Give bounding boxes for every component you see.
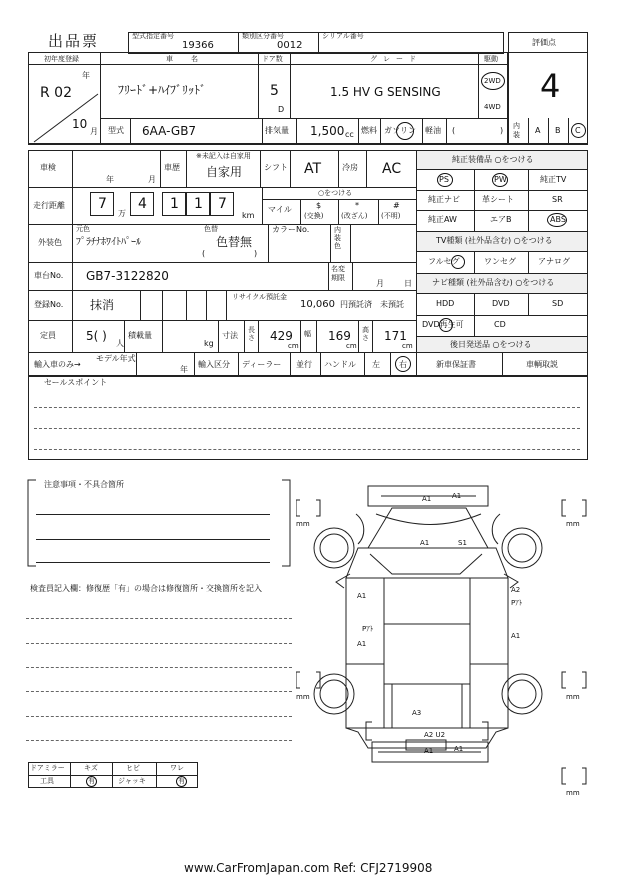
mm-rear-left: mm	[296, 693, 310, 701]
transfer-day: 日	[404, 279, 412, 288]
equip-leather: 革シート	[482, 195, 514, 204]
handle-right: 右	[399, 360, 407, 369]
fuel-gas: ガソリン	[384, 126, 416, 135]
shaken-year-unit: 年	[106, 175, 114, 184]
inspector-note: 検査員記入欄：修復歴「有」の場合は修復箇所・交換箇所を記入	[30, 584, 262, 593]
evaluation-label: 評価点	[532, 38, 556, 47]
mile-unknown: (不明)	[381, 212, 401, 220]
class-label: 類別区分番号	[242, 32, 284, 40]
mile-star: *	[355, 201, 359, 210]
exterior-color-label: 外装色	[38, 238, 62, 247]
later-warranty: 新車保証書	[436, 360, 476, 369]
damage-right-front-1: A2	[511, 586, 521, 594]
sales-point-label: セールスポイント	[44, 378, 108, 387]
mile-label: マイル	[268, 205, 292, 214]
wid-value: 169	[328, 329, 351, 343]
drive-4wd: 4WD	[484, 103, 501, 111]
damage-left-front: A1	[357, 592, 367, 600]
notes-label: 注意事項・不具合箇所	[44, 480, 124, 489]
reg-label: 登録No.	[34, 300, 64, 309]
color-change-value: 色替無	[216, 235, 253, 249]
tv-kind-header: TV種類 (社外品含む) ○をつける	[436, 236, 553, 245]
import-parallel: 並行	[296, 360, 312, 369]
first-reg-era: R 02	[40, 85, 72, 101]
model-year-unit: 年	[180, 365, 188, 374]
color-bracket-open: (	[202, 249, 206, 258]
equip-ps-circle	[437, 173, 453, 187]
legend-mirror: ドアミラー	[30, 764, 65, 772]
damage-roof-1: A1	[420, 539, 430, 547]
legend-tools-has: 有	[88, 777, 95, 785]
hgt-label: 高さ	[362, 326, 369, 342]
serial-label: シリアル番号	[322, 32, 364, 40]
recycle-unpaid: 未預託	[380, 300, 404, 309]
equip-pw: PW	[494, 175, 507, 184]
shift-label: シフト	[264, 163, 288, 172]
nav-sd: SD	[552, 299, 564, 308]
cc-unit: cc	[345, 130, 354, 139]
mileage-digit-1: 7	[98, 196, 107, 212]
equip-pw-circle	[492, 173, 508, 187]
fuel-bracket-close: )	[500, 126, 504, 135]
import-label: 輸入車のみ→	[34, 360, 81, 369]
page-title: 出品票	[48, 32, 100, 50]
mm-spare: mm	[566, 789, 580, 797]
damage-right-rear: A1	[511, 632, 521, 640]
fuel-gas-circle	[396, 122, 414, 140]
mile-hash: #	[393, 201, 400, 210]
shaken-month-unit: 月	[148, 175, 156, 184]
nav-dvdplay-circle	[439, 318, 453, 332]
shift-value: AT	[304, 161, 322, 177]
first-reg-label: 初年度登録	[44, 55, 79, 63]
legend-jack-has: 有	[178, 777, 185, 785]
month-unit: 月	[90, 127, 98, 136]
later-header: 後日発送品 ○をつける	[450, 340, 532, 349]
tv-full: フルセグ	[428, 257, 460, 266]
len-label: 長さ	[248, 326, 255, 342]
equip-aw: 純正AW	[428, 215, 457, 224]
name-label: 車名	[166, 55, 216, 63]
door-label: ドア数	[262, 55, 283, 63]
hgt-value: 171	[384, 329, 407, 343]
equip-abs-circle	[547, 213, 567, 227]
damage-roof-2: S1	[458, 539, 467, 547]
door-count: 5	[270, 83, 279, 99]
damage-rear: A3	[412, 709, 422, 717]
damage-front-1: A1	[422, 495, 432, 503]
damage-right-front-2: Pｱﾄ	[511, 599, 523, 607]
interior-color-label: 内装色	[334, 226, 341, 250]
mile-altered: (改ざん)	[341, 212, 368, 220]
history-value: 自家用	[206, 165, 243, 179]
equip-nav: 純正ナビ	[428, 195, 460, 204]
model-cert-label: 型式指定番号	[132, 32, 174, 40]
capacity-label: 定員	[40, 331, 56, 340]
mm-rear-right: mm	[566, 693, 580, 701]
grade-value: 1.5 HV G SENSING	[330, 85, 441, 99]
model-year-label: モデル年式	[96, 354, 136, 363]
damage-rear-bumper-1: A1	[424, 747, 434, 755]
hgt-cm: cm	[402, 342, 413, 350]
nav-dvd: DVD	[492, 299, 510, 308]
damage-bumper: A2 U2	[424, 731, 446, 739]
color-bracket-close: )	[254, 249, 258, 258]
grade-label: グレード	[370, 55, 422, 63]
exterior-color-value: ﾌﾟﾗﾁﾅﾎﾜｲﾄﾊﾟｰﾙ	[76, 237, 141, 248]
car-damage-diagram	[296, 478, 596, 808]
mileage-man: 万	[118, 209, 126, 218]
equip-tv: 純正TV	[540, 175, 567, 184]
model-cert-no: 19366	[182, 40, 214, 51]
legend-tools: 工具	[40, 777, 54, 785]
mileage-digit-4: 1	[194, 196, 203, 212]
damage-rear-bumper-2: A1	[454, 745, 464, 753]
mileage-digit-3: 1	[170, 196, 179, 212]
drive-label: 駆動	[484, 55, 498, 63]
cc-label: 排気量	[265, 126, 289, 135]
load-label: 積載量	[128, 331, 152, 340]
dim-label: 寸法	[222, 331, 238, 340]
damage-left-rear-2: A1	[357, 640, 367, 648]
history-label: 車歴	[164, 163, 180, 172]
type-value: 6AA-GB7	[142, 124, 197, 138]
interior-c: C	[575, 126, 581, 135]
cc-value: 1,500	[310, 124, 345, 138]
wid-label: 幅	[304, 330, 311, 338]
damage-left-rear-1: Pｱﾄ	[362, 625, 374, 633]
tv-analog: アナログ	[538, 257, 570, 266]
sales-point-box	[28, 376, 588, 460]
handle-right-circle	[395, 356, 411, 372]
handle-left: 左	[372, 360, 380, 369]
notes-bracket	[26, 478, 292, 568]
mile-dollar: $	[316, 201, 322, 210]
orig-color-label: 元色	[76, 225, 90, 233]
interior-a: A	[535, 126, 541, 135]
recycle-unit: 円預託済	[340, 300, 372, 309]
equip-sr: SR	[552, 195, 563, 204]
wid-cm: cm	[346, 342, 357, 350]
mileage-digit-2: 4	[138, 196, 147, 212]
mileage-km: km	[242, 211, 255, 220]
footer-watermark: www.CarFromJapan.com Ref: CFJ2719908	[184, 861, 433, 875]
chassis-value: GB7-3122820	[86, 269, 169, 283]
fuel-bracket-open: (	[452, 126, 456, 135]
tv-full-circle	[451, 255, 465, 269]
color-no-label: カラーNo.	[272, 225, 310, 234]
door-suffix: D	[278, 105, 285, 114]
shaken-label: 車検	[40, 163, 56, 172]
legend-jack: ジャッキ	[118, 777, 146, 785]
import-kind-label: 輸入区分	[198, 360, 230, 369]
mile-exchange: (交換)	[304, 212, 324, 220]
damage-front-2: A1	[452, 492, 462, 500]
year-unit: 年	[82, 71, 90, 80]
tv-one: ワンセグ	[484, 257, 516, 266]
recycle-value: 10,060	[300, 299, 335, 310]
interior-label: 内装	[513, 122, 520, 139]
car-name: ﾌﾘｰﾄﾞ+ﾊｲﾌﾞﾘｯﾄﾞ	[118, 83, 207, 97]
legend-scratch: キズ	[84, 764, 98, 772]
nav-hdd: HDD	[436, 299, 455, 308]
fuel-diesel: 軽油	[425, 126, 441, 135]
type-label: 型式	[108, 126, 124, 135]
handle-label: ハンドル	[324, 360, 356, 369]
ac-value: AC	[382, 161, 402, 177]
legend-break: ワレ	[170, 764, 184, 772]
fuel-label: 燃料	[361, 126, 377, 135]
ac-label: 冷房	[342, 163, 358, 172]
capacity-person: 人	[116, 339, 124, 348]
load-kg: kg	[204, 339, 214, 348]
len-cm: cm	[288, 342, 299, 350]
history-note: ※未記入は自家用	[196, 152, 251, 160]
mm-front-right: mm	[566, 520, 580, 528]
first-reg-month: 10	[72, 117, 88, 131]
evaluation-score: 4	[540, 67, 561, 105]
nav-kind-header: ナビ種類 (社外品含む) ○をつける	[432, 278, 555, 287]
drive-2wd: 2WD	[484, 77, 501, 85]
reg-value: 抹消	[90, 298, 115, 312]
nav-dvdplay: DVD再生可	[422, 320, 464, 329]
circle-note: ○をつける	[318, 189, 353, 197]
equip-header: 純正装備品 ○をつける	[452, 155, 534, 164]
equip-airbag: エアB	[490, 215, 512, 224]
transfer-label: 名変期限	[331, 265, 345, 282]
class-no: 0012	[277, 40, 303, 51]
equip-abs: ABS	[550, 215, 566, 224]
len-value: 429	[270, 329, 293, 343]
nav-cd: CD	[494, 320, 506, 329]
import-dealer: ディーラー	[242, 360, 282, 369]
legend-crack: ヒビ	[126, 764, 140, 772]
interior-b: B	[555, 126, 561, 135]
transfer-month: 月	[376, 279, 384, 288]
later-manual: 車輌取説	[526, 360, 558, 369]
capacity-value: 5( )	[86, 329, 107, 343]
chassis-label: 車台No.	[34, 271, 64, 280]
equip-ps: PS	[439, 175, 449, 184]
mileage-digit-5: 7	[218, 196, 227, 212]
mm-front-left: mm	[296, 520, 310, 528]
mileage-label: 走行距離	[33, 201, 65, 210]
color-change-label: 色替	[204, 225, 218, 233]
recycle-label: リサイクル預託金	[232, 293, 288, 301]
